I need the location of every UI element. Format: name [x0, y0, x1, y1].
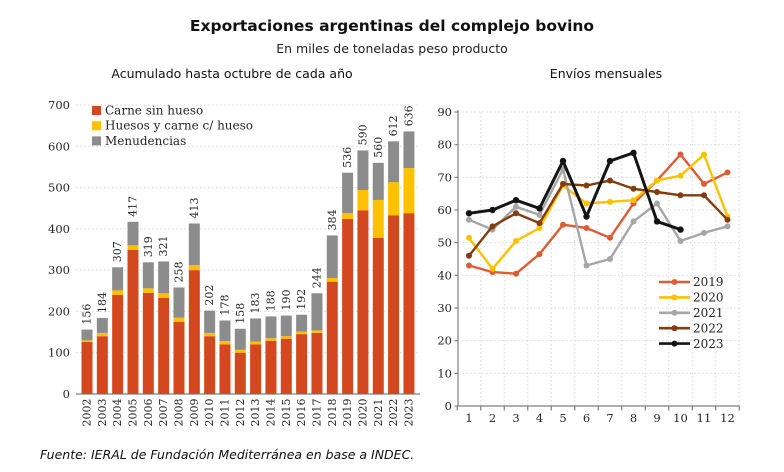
- y-axis-label: 30: [437, 301, 452, 315]
- data-point: [537, 212, 543, 218]
- data-point: [466, 235, 472, 241]
- data-point: [631, 218, 637, 224]
- data-point: [725, 169, 731, 175]
- bar-segment: [342, 213, 353, 219]
- bar-total-label: 636: [402, 105, 416, 127]
- bar-segment: [311, 333, 322, 394]
- legend-swatch-marker: [672, 279, 678, 285]
- bar-segment: [296, 334, 307, 394]
- data-point: [466, 217, 472, 223]
- x-axis-label: 2020: [356, 398, 370, 427]
- data-point: [513, 204, 519, 210]
- data-point: [725, 217, 731, 223]
- x-axis-label: 5: [559, 411, 567, 425]
- data-point: [607, 256, 613, 262]
- bar-segment: [265, 341, 276, 394]
- data-point: [584, 183, 590, 189]
- bar-segment: [97, 318, 108, 333]
- x-axis-label: 6: [582, 411, 591, 425]
- data-point: [678, 238, 684, 244]
- figure-title: Exportaciones argentinas del complejo bovino: [189, 17, 595, 35]
- x-axis-label: 2018: [325, 398, 339, 427]
- bar-segment: [204, 333, 215, 336]
- x-axis-label: 2013: [249, 398, 263, 427]
- x-axis-label: 2010: [203, 398, 217, 427]
- bar-segment: [173, 318, 184, 322]
- x-axis-label: 1: [465, 411, 473, 425]
- bar-total-label: 190: [279, 289, 293, 311]
- legend-swatch-marker: [672, 341, 678, 347]
- bar-total-label: 307: [111, 241, 125, 263]
- bar-segment: [189, 270, 200, 394]
- bar-segment: [403, 168, 414, 213]
- data-point: [513, 197, 519, 203]
- y-axis-label: 300: [48, 263, 70, 278]
- x-axis-label: 12: [720, 411, 735, 425]
- data-point: [560, 158, 566, 164]
- bar-segment: [127, 245, 138, 250]
- data-point: [583, 213, 589, 219]
- bar-segment: [265, 316, 276, 338]
- bar-total-label: 188: [264, 290, 278, 312]
- data-point: [630, 150, 636, 156]
- bar-segment: [357, 190, 368, 210]
- bar-total-label: 244: [310, 267, 324, 289]
- legend-label: 2023: [693, 336, 724, 351]
- y-axis-label: 70: [437, 170, 452, 185]
- bar-segment: [357, 210, 368, 394]
- x-axis-label: 2004: [111, 398, 125, 427]
- data-point: [654, 200, 660, 206]
- legend-swatch: [92, 121, 101, 130]
- data-point: [631, 186, 637, 192]
- bar-segment: [204, 336, 215, 394]
- bar-segment: [112, 290, 123, 295]
- data-point: [654, 189, 660, 195]
- data-point: [678, 192, 684, 198]
- legend-swatch: [92, 106, 101, 115]
- bar-segment: [112, 295, 123, 394]
- right-panel-title: Envíos mensuales: [549, 66, 663, 81]
- data-point: [466, 210, 472, 216]
- data-point: [537, 220, 543, 226]
- legend-swatch: [92, 136, 101, 145]
- bar-total-label: 417: [126, 195, 140, 217]
- x-axis-label: 10: [673, 411, 688, 425]
- data-line: [469, 155, 728, 269]
- stacked-bar-chart: [40, 92, 430, 444]
- y-axis-label: 500: [48, 180, 70, 195]
- data-point: [631, 197, 637, 203]
- x-axis-label: 2003: [95, 398, 109, 427]
- y-axis-label: 600: [48, 139, 70, 154]
- data-point: [654, 178, 660, 184]
- legend-swatch-marker: [672, 325, 678, 331]
- data-point: [607, 178, 613, 184]
- data-point: [466, 263, 472, 269]
- legend-label: Carne sin hueso: [105, 103, 204, 118]
- legend-label: Menudencias: [105, 133, 187, 148]
- x-axis-label: 2012: [233, 398, 247, 427]
- y-axis-label: 60: [437, 203, 452, 217]
- bar-segment: [143, 262, 154, 288]
- bar-segment: [143, 293, 154, 394]
- data-point: [607, 199, 613, 205]
- bar-segment: [327, 278, 338, 282]
- x-axis-label: 2008: [172, 398, 186, 427]
- x-axis-label: 2006: [141, 398, 155, 427]
- data-point: [607, 158, 613, 164]
- bar-total-label: 612: [387, 115, 401, 137]
- bar-segment: [235, 350, 246, 353]
- legend-label: 2020: [693, 290, 724, 305]
- x-axis-label: 2009: [187, 398, 201, 427]
- bar-total-label: 319: [141, 236, 155, 258]
- bar-segment: [127, 250, 138, 394]
- bar-segment: [158, 261, 169, 293]
- y-axis-label: 20: [437, 333, 452, 348]
- y-axis-label: 40: [437, 268, 452, 283]
- source-note: Fuente: IERAL de Fundación Mediterránea en base a INDEC.: [40, 447, 415, 462]
- x-axis-label: 2002: [80, 398, 94, 427]
- bar-segment: [388, 141, 399, 182]
- data-point: [584, 263, 590, 269]
- bar-segment: [219, 341, 230, 344]
- bar-segment: [235, 329, 246, 350]
- data-point: [701, 181, 707, 187]
- bar-segment: [97, 336, 108, 394]
- x-axis-label: 2: [488, 411, 497, 425]
- x-axis-label: 2016: [295, 398, 309, 427]
- data-point: [560, 181, 566, 187]
- bar-total-label: 183: [249, 292, 263, 314]
- bar-segment: [112, 267, 123, 290]
- legend-label: 2019: [693, 275, 724, 290]
- bar-segment: [173, 287, 184, 317]
- data-point: [701, 151, 707, 157]
- x-axis-label: 2021: [371, 398, 385, 427]
- bar-segment: [189, 265, 200, 270]
- legend-label: 2022: [693, 321, 724, 336]
- bar-segment: [204, 311, 215, 333]
- y-axis-label: 80: [437, 137, 452, 152]
- data-point: [490, 266, 496, 272]
- data-point: [490, 223, 496, 229]
- x-axis-label: 2017: [310, 398, 324, 427]
- x-axis-label: 8: [629, 411, 638, 425]
- bar-segment: [250, 318, 261, 341]
- legend-swatch-marker: [672, 294, 678, 300]
- x-axis-label: 9: [653, 411, 661, 425]
- data-point: [536, 205, 542, 211]
- bar-segment: [342, 173, 353, 213]
- bar-segment: [296, 315, 307, 332]
- bar-total-label: 156: [80, 303, 94, 325]
- y-axis-label: 90: [437, 105, 452, 119]
- bar-segment: [250, 342, 261, 345]
- data-point: [678, 151, 684, 157]
- y-axis-label: 700: [48, 98, 70, 112]
- y-axis-label: 10: [437, 366, 452, 381]
- bar-segment: [82, 330, 93, 341]
- x-axis-label: 2023: [402, 398, 416, 427]
- y-axis-label: 0: [444, 399, 452, 413]
- data-point: [489, 207, 495, 213]
- bar-segment: [265, 338, 276, 340]
- bar-segment: [296, 332, 307, 334]
- bar-segment: [403, 213, 414, 394]
- data-point: [537, 251, 543, 257]
- data-point: [513, 210, 519, 216]
- legend-swatch-marker: [672, 310, 678, 316]
- data-point: [513, 238, 519, 244]
- y-axis-label: 100: [48, 345, 70, 360]
- bar-segment: [235, 353, 246, 394]
- data-point: [584, 200, 590, 206]
- bar-segment: [373, 163, 384, 200]
- bar-segment: [158, 293, 169, 298]
- bar-segment: [327, 282, 338, 394]
- x-axis-label: 4: [535, 411, 544, 425]
- bar-total-label: 184: [95, 292, 109, 314]
- x-axis-label: 2015: [279, 398, 293, 427]
- figure-subtitle: En miles de toneladas peso producto: [276, 41, 508, 56]
- bar-segment: [219, 344, 230, 394]
- y-axis-label: 400: [48, 221, 70, 236]
- bar-total-label: 413: [187, 197, 201, 219]
- bar-total-label: 560: [371, 136, 385, 158]
- bar-segment: [281, 336, 292, 338]
- bar-segment: [82, 342, 93, 394]
- bar-segment: [388, 182, 399, 215]
- bar-segment: [373, 200, 384, 238]
- bar-total-label: 178: [218, 294, 232, 316]
- bar-total-label: 258: [172, 261, 186, 283]
- bar-total-label: 202: [203, 284, 217, 306]
- bar-total-label: 192: [295, 288, 309, 310]
- bar-segment: [342, 219, 353, 394]
- bar-segment: [357, 150, 368, 190]
- x-axis-label: 2007: [157, 398, 171, 427]
- bar-segment: [281, 316, 292, 337]
- bar-segment: [158, 298, 169, 394]
- x-axis-label: 3: [512, 411, 520, 425]
- bar-segment: [82, 340, 93, 342]
- data-point: [466, 253, 472, 259]
- x-axis-label: 2005: [126, 398, 140, 427]
- bar-segment: [327, 235, 338, 278]
- y-axis-label: 200: [48, 304, 70, 319]
- bar-segment: [250, 344, 261, 394]
- data-point: [513, 271, 519, 277]
- bar-total-label: 384: [325, 209, 339, 231]
- bar-total-label: 158: [233, 302, 247, 324]
- bar-segment: [127, 222, 138, 246]
- bar-segment: [281, 339, 292, 394]
- bar-segment: [143, 288, 154, 293]
- bar-total-label: 590: [356, 124, 370, 146]
- data-point: [677, 226, 683, 232]
- y-axis-label: 0: [62, 387, 70, 401]
- x-axis-label: 2019: [341, 398, 355, 427]
- data-point: [725, 223, 731, 229]
- data-point: [560, 222, 566, 228]
- y-axis-label: 50: [437, 235, 452, 250]
- data-point: [584, 225, 590, 231]
- line-chart: [428, 92, 784, 444]
- data-point: [607, 235, 613, 241]
- bar-segment: [311, 330, 322, 332]
- bar-total-label: 321: [157, 235, 171, 257]
- data-point: [678, 173, 684, 179]
- left-panel-title: Acumulado hasta octubre de cada año: [111, 66, 353, 81]
- x-axis-label: 11: [696, 411, 712, 425]
- data-point: [701, 230, 707, 236]
- bar-segment: [403, 131, 414, 168]
- bar-segment: [173, 322, 184, 394]
- x-axis-label: 7: [606, 411, 614, 425]
- data-point: [654, 218, 660, 224]
- bar-segment: [388, 215, 399, 394]
- bar-segment: [373, 238, 384, 394]
- legend-label: Huesos y carne c/ hueso: [105, 118, 254, 133]
- data-point: [701, 192, 707, 198]
- x-axis-label: 2011: [218, 398, 232, 427]
- x-axis-label: 2022: [387, 398, 401, 427]
- bar-segment: [97, 333, 108, 336]
- bar-segment: [219, 321, 230, 342]
- bar-segment: [311, 293, 322, 330]
- legend-label: 2021: [693, 306, 724, 320]
- x-axis-label: 2014: [264, 398, 278, 427]
- bar-segment: [189, 223, 200, 265]
- bar-total-label: 536: [341, 146, 355, 168]
